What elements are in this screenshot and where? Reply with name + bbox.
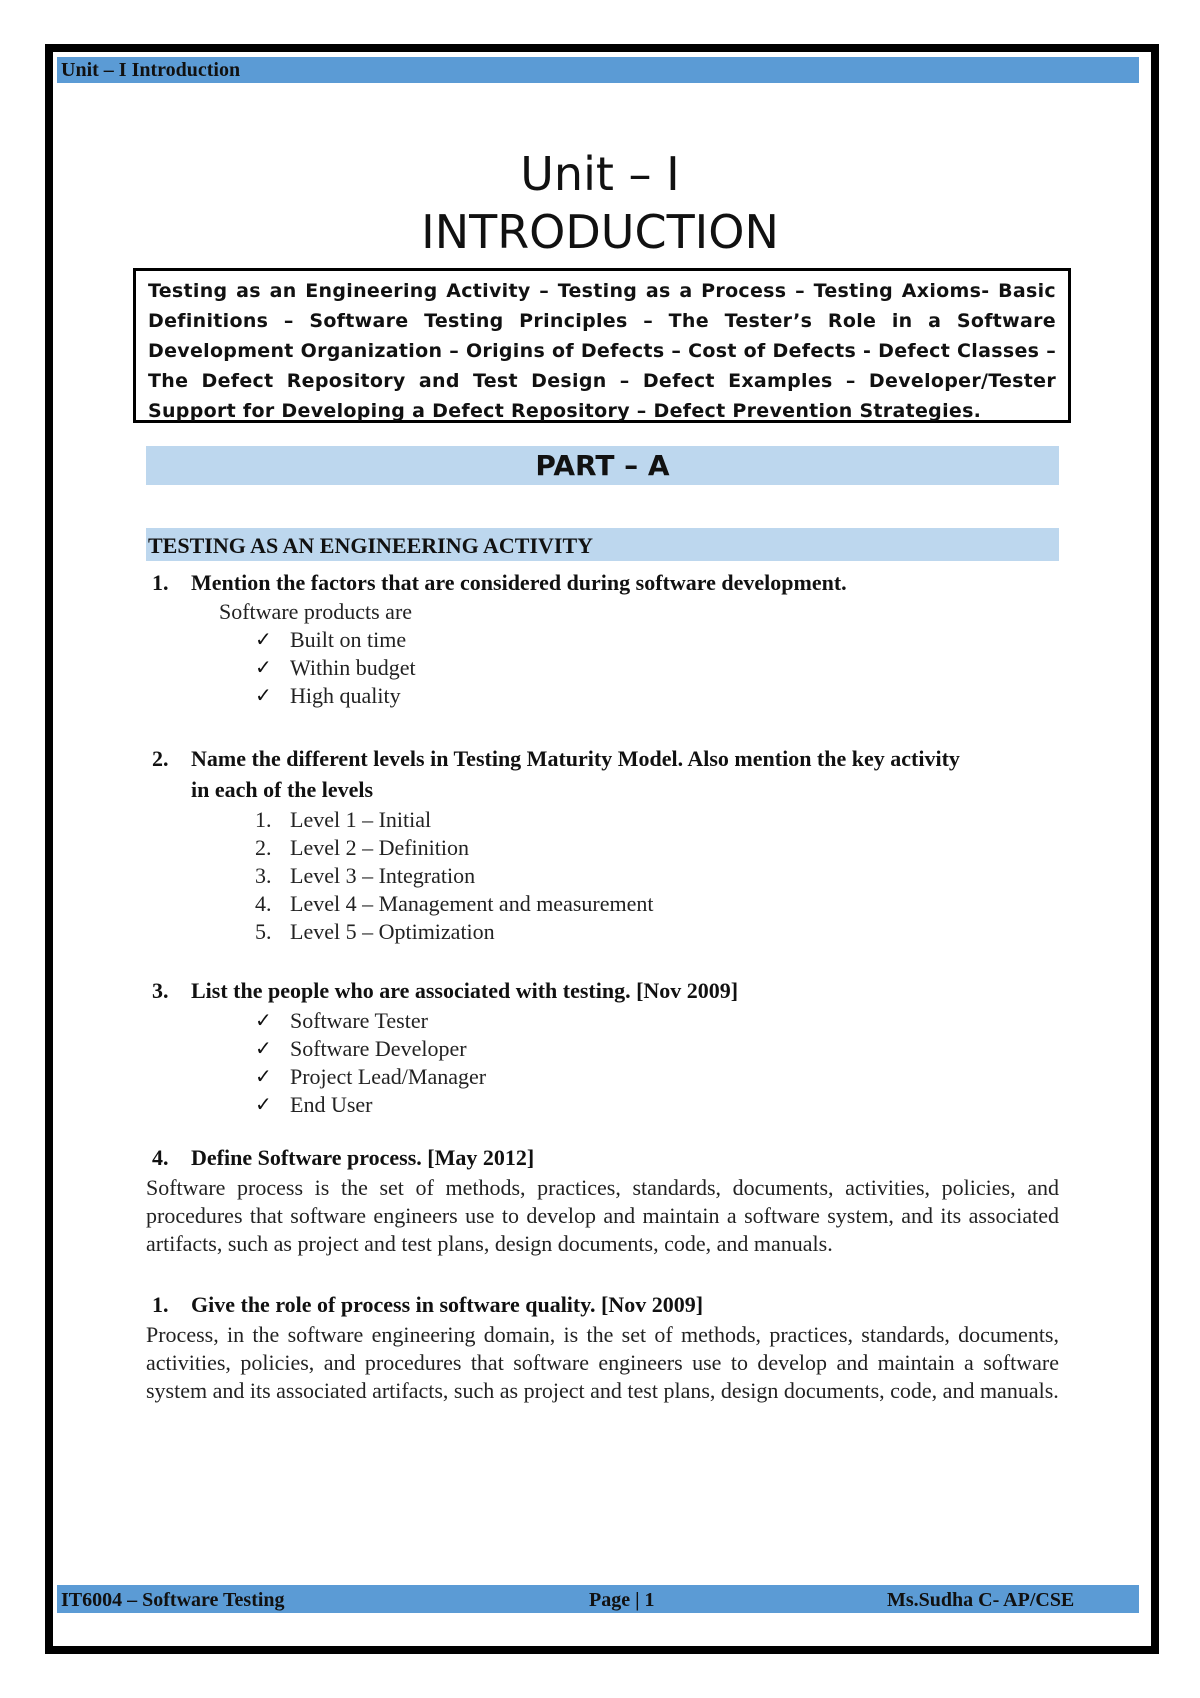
check-icon: ✓	[255, 685, 272, 707]
unit-subtitle: INTRODUCTION	[421, 205, 779, 259]
answer-paragraph: Process, in the software engineering domain, is the set of methods, practices, standards, documents, activities, policies, and procedures that software engineers use to develop and maintain a software system and its associated artifacts, such as project and test plans, design documents, code, and manuals.	[146, 1322, 1059, 1403]
answer-paragraph: Software process is the set of methods, practices, standards, documents, activities, policies, and procedures that software engineers use to develop and maintain a software system, and its associated artifacts, such as project and test plans, design documents, code, and manuals.	[146, 1175, 1059, 1256]
unit-title: Unit – I	[520, 147, 680, 201]
syllabus-box: Testing as an Engineering Activity – Testing as a Process – Testing Axioms- Basic Definitions – Software Testing Principles – The Tester’s Role in a Software Development Organization – Origins of Defects – Cost of Defects - Defect Classes – The Defect Repository and Test Design – Defect Examples – Developer/Tester Support for Developing a Defect Repository – Defect Prevention Strategies.	[133, 268, 1071, 423]
list-number: 5.	[255, 919, 272, 944]
list-item: Level 1 – Initial	[290, 807, 432, 832]
question-text: Mention the factors that are considered during software development.	[191, 570, 847, 595]
list-item: Software Developer	[290, 1036, 467, 1061]
check-icon: ✓	[255, 1038, 272, 1060]
page-footer	[57, 1585, 1139, 1613]
question-number: 1.	[152, 1292, 169, 1317]
list-item: Project Lead/Manager	[290, 1064, 487, 1089]
check-icon: ✓	[255, 1066, 272, 1088]
list-number: 1.	[255, 807, 272, 832]
answer-intro: Software products are	[219, 599, 413, 624]
question-number: 4.	[152, 1145, 169, 1170]
check-icon: ✓	[255, 1010, 272, 1032]
list-number: 4.	[255, 891, 272, 916]
list-item: Level 4 – Management and measurement	[290, 891, 654, 916]
question-text: List the people who are associated with testing. [Nov 2009]	[191, 978, 739, 1003]
list-number: 2.	[255, 835, 272, 860]
question-text-line2: in each of the levels	[191, 777, 374, 802]
list-item: Within budget	[290, 655, 416, 680]
question-number: 1.	[152, 570, 169, 595]
footer-course: IT6004 – Software Testing	[61, 1589, 285, 1611]
question-number: 2.	[152, 746, 169, 771]
list-number: 3.	[255, 863, 272, 888]
question-number: 3.	[152, 978, 169, 1003]
check-icon: ✓	[255, 1094, 272, 1116]
footer-page-number: Page | 1	[589, 1589, 655, 1611]
list-item: End User	[290, 1092, 373, 1117]
question-text: Define Software process. [May 2012]	[191, 1145, 535, 1170]
list-item: Built on time	[290, 627, 407, 652]
list-item: High quality	[290, 683, 401, 708]
question-2	[152, 743, 1052, 805]
header-text: Unit – I Introduction	[61, 59, 241, 81]
section-heading: TESTING AS AN ENGINEERING ACTIVITY	[146, 528, 1059, 561]
page-header	[57, 57, 1139, 83]
list-item: Software Tester	[290, 1008, 428, 1033]
check-icon: ✓	[255, 629, 272, 651]
question-text: Give the role of process in software quality. [Nov 2009]	[191, 1292, 704, 1317]
part-heading: PART – A	[146, 446, 1059, 485]
footer-author: Ms.Sudha C- AP/CSE	[887, 1589, 1075, 1611]
question-text-line1: Name the different levels in Testing Maturity Model. Also mention the key activity	[191, 746, 960, 771]
list-item: Level 5 – Optimization	[290, 919, 495, 944]
list-item: Level 2 – Definition	[290, 835, 470, 860]
check-icon: ✓	[255, 657, 272, 679]
list-item: Level 3 – Integration	[290, 863, 476, 888]
